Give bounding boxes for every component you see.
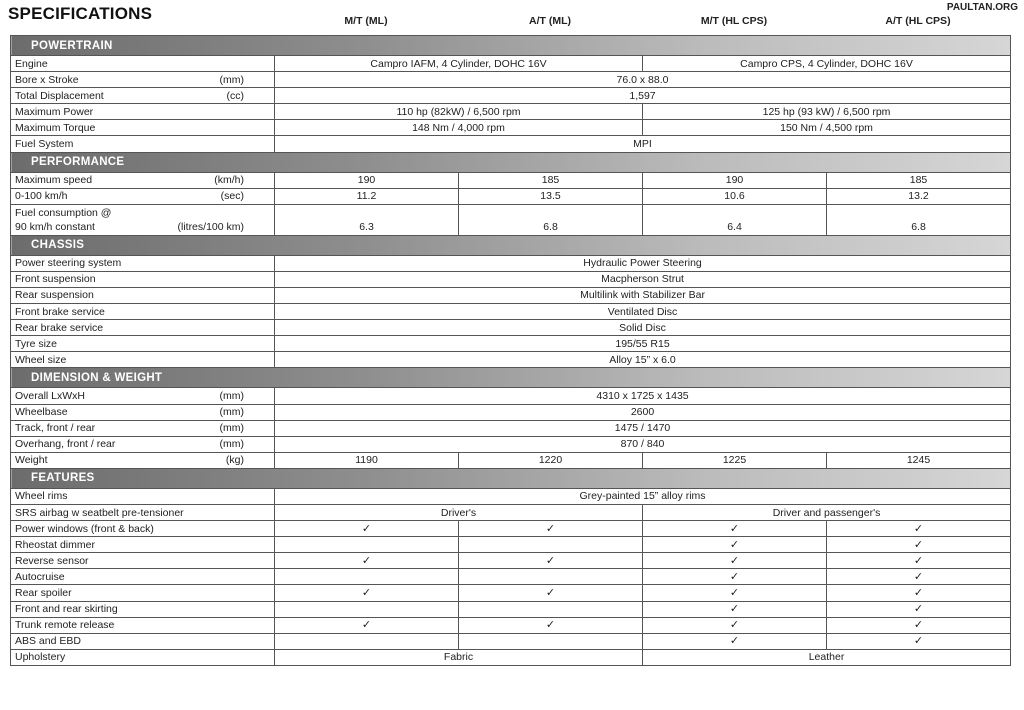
unit-label: (cc): [226, 89, 244, 102]
cell-value: [827, 569, 1011, 585]
row-label: Tyre size: [11, 336, 275, 352]
check-icon: ✓: [913, 538, 924, 551]
cell-value: 6.3: [275, 204, 459, 235]
cell-value: 185: [827, 172, 1011, 188]
check-icon: ✓: [913, 554, 924, 567]
cell-value: [643, 521, 827, 537]
row-label: Front suspension: [11, 271, 275, 287]
unit-label: (km/h): [214, 174, 244, 187]
row-label: Overall LxWxH (mm): [11, 388, 275, 404]
table-row: [11, 585, 1011, 601]
cell-value: 76.0 x 88.0: [275, 72, 1011, 88]
check-icon: ✓: [729, 554, 740, 567]
row-label: Rheostat dimmer: [11, 537, 275, 553]
section-chassis: [11, 235, 1011, 255]
row-label: Rear spoiler: [11, 585, 275, 601]
cell-value: 10.6: [643, 188, 827, 204]
table-row: [11, 72, 1011, 88]
table-row: [11, 452, 1011, 468]
row-label: Reverse sensor: [11, 553, 275, 569]
cell-value: [827, 537, 1011, 553]
table-row: [11, 188, 1011, 204]
cell-value: [459, 569, 643, 585]
cell-value: 13.5: [459, 188, 643, 204]
cell-value: 125 hp (93 kW) / 6,500 rpm: [643, 104, 1011, 120]
table-row: [11, 633, 1011, 649]
row-label: Wheelbase (mm): [11, 404, 275, 420]
cell-value: [275, 553, 459, 569]
row-label: Overhang, front / rear (mm): [11, 436, 275, 452]
check-icon: ✓: [729, 522, 740, 535]
row-label: Total Displacement (cc): [11, 88, 275, 104]
cell-value: Campro CPS, 4 Cylinder, DOHC 16V: [643, 56, 1011, 72]
table-row: [11, 601, 1011, 617]
cell-value: [459, 601, 643, 617]
cell-value: 150 Nm / 4,500 rpm: [643, 120, 1011, 136]
cell-value: 1220: [459, 452, 643, 468]
unit-label: (litres/100 km): [177, 220, 244, 233]
check-icon: ✓: [729, 570, 740, 583]
check-icon: ✓: [545, 619, 556, 632]
row-label: Fuel consumption @ 90 km/h constant (litres/100 km): [11, 204, 275, 235]
cell-value: 1475 / 1470: [275, 420, 1011, 436]
cell-value: 1,597: [275, 88, 1011, 104]
cell-value: 2600: [275, 404, 1011, 420]
row-label: Maximum speed (km/h): [11, 172, 275, 188]
specifications-table: [10, 35, 1011, 666]
row-label: Power windows (front & back): [11, 521, 275, 537]
check-icon: ✓: [729, 538, 740, 551]
cell-value: [275, 569, 459, 585]
row-label: Track, front / rear (mm): [11, 420, 275, 436]
table-row: [11, 120, 1011, 136]
cell-value: Grey-painted 15” alloy rims: [275, 488, 1011, 504]
row-label: Autocruise: [11, 569, 275, 585]
cell-value: 11.2: [275, 188, 459, 204]
check-icon: ✓: [913, 570, 924, 583]
cell-value: Driver's: [275, 504, 643, 520]
cell-value: [275, 617, 459, 633]
table-row: [11, 304, 1011, 320]
table-row: [11, 388, 1011, 404]
cell-value: Campro IAFM, 4 Cylinder, DOHC 16V: [275, 56, 643, 72]
unit-label: (mm): [219, 422, 244, 435]
table-row: [11, 537, 1011, 553]
row-label: SRS airbag w seatbelt pre-tensioner: [11, 504, 275, 520]
unit-label: (mm): [219, 73, 244, 86]
cell-value: Solid Disc: [275, 320, 1011, 336]
table-row: [11, 404, 1011, 420]
column-header-at-hl-cps: A/T (HL CPS): [885, 15, 951, 27]
table-row: [11, 56, 1011, 72]
cell-value: [275, 633, 459, 649]
cell-value: MPI: [275, 136, 1011, 152]
cell-value: [275, 537, 459, 553]
section-powertrain: [11, 36, 1011, 56]
section-title: DIMENSION & WEIGHT: [11, 368, 1011, 388]
table-row: [11, 352, 1011, 368]
cell-value: [643, 601, 827, 617]
cell-value: 195/55 R15: [275, 336, 1011, 352]
table-row: [11, 336, 1011, 352]
cell-value: [643, 553, 827, 569]
row-label: Rear suspension: [11, 287, 275, 303]
brand-watermark: PAULTAN.ORG: [946, 2, 1018, 13]
cell-value: [827, 585, 1011, 601]
column-header-mt-hl-cps: M/T (HL CPS): [700, 15, 768, 27]
column-header-at-ml: A/T (ML): [529, 15, 571, 27]
cell-value: [459, 553, 643, 569]
row-label: ABS and EBD: [11, 633, 275, 649]
cell-value: [643, 617, 827, 633]
table-row: [11, 504, 1011, 520]
table-row: [11, 649, 1011, 665]
cell-value: Alloy 15” x 6.0: [275, 352, 1011, 368]
cell-value: [459, 617, 643, 633]
cell-value: Macpherson Strut: [275, 271, 1011, 287]
cell-value: 1245: [827, 452, 1011, 468]
row-label: Maximum Torque: [11, 120, 275, 136]
row-label: Wheel rims: [11, 488, 275, 504]
check-icon: ✓: [361, 522, 372, 535]
table-row: [11, 320, 1011, 336]
section-title: FEATURES: [11, 468, 1011, 488]
cell-value: 185: [459, 172, 643, 188]
row-label: Weight (kg): [11, 452, 275, 468]
cell-value: [643, 633, 827, 649]
table-row: [11, 569, 1011, 585]
unit-label: (mm): [219, 406, 244, 419]
cell-value: [643, 537, 827, 553]
check-icon: ✓: [913, 619, 924, 632]
row-label: 0-100 km/h (sec): [11, 188, 275, 204]
cell-value: Driver and passenger's: [643, 504, 1011, 520]
cell-value: Ventilated Disc: [275, 304, 1011, 320]
cell-value: [275, 521, 459, 537]
check-icon: ✓: [729, 603, 740, 616]
row-label: Power steering system: [11, 255, 275, 271]
row-label: Trunk remote release: [11, 617, 275, 633]
cell-value: [827, 601, 1011, 617]
column-header-mt-ml: M/T (ML): [344, 15, 388, 27]
table-row: [11, 172, 1011, 188]
cell-value: 190: [275, 172, 459, 188]
cell-value: [459, 521, 643, 537]
table-row: [11, 255, 1011, 271]
cell-value: 4310 x 1725 x 1435: [275, 388, 1011, 404]
cell-value: Multilink with Stabilizer Bar: [275, 287, 1011, 303]
table-row: [11, 136, 1011, 152]
row-label: Fuel System: [11, 136, 275, 152]
row-label: Front and rear skirting: [11, 601, 275, 617]
table-row: [11, 204, 1011, 235]
check-icon: ✓: [913, 586, 924, 599]
cell-value: 6.4: [643, 204, 827, 235]
cell-value: Fabric: [275, 649, 643, 665]
section-performance: [11, 152, 1011, 172]
cell-value: 190: [643, 172, 827, 188]
table-row: [11, 488, 1011, 504]
table-row: [11, 553, 1011, 569]
row-label: Engine: [11, 56, 275, 72]
cell-value: 110 hp (82kW) / 6,500 rpm: [275, 104, 643, 120]
table-row: [11, 271, 1011, 287]
row-label: Rear brake service: [11, 320, 275, 336]
cell-value: 6.8: [827, 204, 1011, 235]
table-row: [11, 521, 1011, 537]
table-row: [11, 436, 1011, 452]
unit-label: (kg): [225, 454, 244, 467]
cell-value: [459, 585, 643, 601]
check-icon: ✓: [729, 586, 740, 599]
section-title: CHASSIS: [11, 235, 1011, 255]
check-icon: ✓: [913, 635, 924, 648]
cell-value: [275, 585, 459, 601]
table-row: [11, 104, 1011, 120]
row-label: Maximum Power: [11, 104, 275, 120]
section-features: [11, 468, 1011, 488]
cell-value: [643, 569, 827, 585]
check-icon: ✓: [361, 586, 372, 599]
cell-value: 13.2: [827, 188, 1011, 204]
table-row: [11, 88, 1011, 104]
cell-value: [643, 585, 827, 601]
cell-value: 6.8: [459, 204, 643, 235]
section-title: POWERTRAIN: [11, 36, 1011, 56]
table-row: [11, 420, 1011, 436]
check-icon: ✓: [361, 554, 372, 567]
check-icon: ✓: [913, 522, 924, 535]
unit-label: (sec): [220, 190, 244, 203]
cell-value: Leather: [643, 649, 1011, 665]
cell-value: [827, 521, 1011, 537]
cell-value: [827, 553, 1011, 569]
row-label: Wheel size: [11, 352, 275, 368]
row-label: Bore x Stroke (mm): [11, 72, 275, 88]
table-row: [11, 287, 1011, 303]
cell-value: 870 / 840: [275, 436, 1011, 452]
check-icon: ✓: [913, 603, 924, 616]
row-label: Front brake service: [11, 304, 275, 320]
check-icon: ✓: [729, 619, 740, 632]
page-title: SPECIFICATIONS: [8, 4, 153, 23]
row-label: Upholstery: [11, 649, 275, 665]
cell-value: [459, 633, 643, 649]
table-row: [11, 617, 1011, 633]
check-icon: ✓: [729, 635, 740, 648]
cell-value: [827, 617, 1011, 633]
cell-value: [827, 633, 1011, 649]
cell-value: 1225: [643, 452, 827, 468]
cell-value: Hydraulic Power Steering: [275, 255, 1011, 271]
unit-label: (mm): [219, 389, 244, 402]
cell-value: [459, 537, 643, 553]
section-title: PERFORMANCE: [11, 152, 1011, 172]
cell-value: 1190: [275, 452, 459, 468]
section-dimension-weight: [11, 368, 1011, 388]
check-icon: ✓: [361, 619, 372, 632]
check-icon: ✓: [545, 554, 556, 567]
check-icon: ✓: [545, 522, 556, 535]
cell-value: 148 Nm / 4,000 rpm: [275, 120, 643, 136]
check-icon: ✓: [545, 586, 556, 599]
cell-value: [275, 601, 459, 617]
unit-label: (mm): [219, 438, 244, 451]
